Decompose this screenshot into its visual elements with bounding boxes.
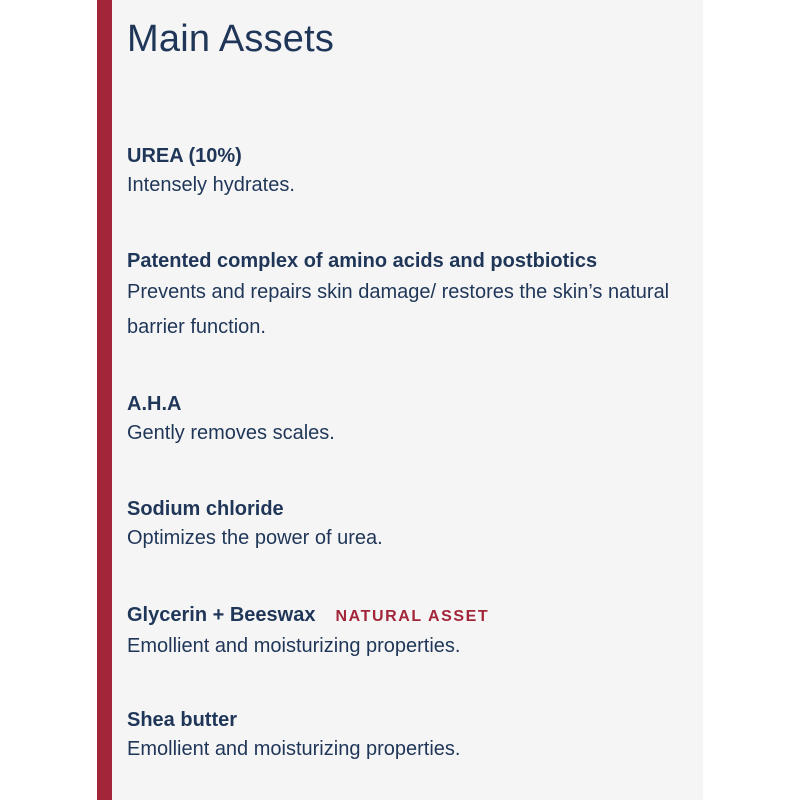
asset-name-row	[127, 392, 672, 416]
asset-name: Patented complex of amino acids and postbiotics	[127, 250, 598, 272]
asset-description: Prevents and repairs skin damage/ restores the skin’s natural barrier function.	[127, 281, 670, 338]
asset-name-row	[127, 603, 672, 629]
asset-name: A.H.A	[127, 393, 182, 415]
asset-description: Emollient and moisturizing properties.	[127, 635, 461, 657]
asset-name-row	[127, 144, 672, 168]
asset-description: Gently removes scales.	[127, 422, 335, 444]
asset-item	[127, 497, 672, 551]
asset-item	[127, 249, 672, 345]
natural-asset-badge: NATURAL ASSET	[335, 608, 490, 625]
asset-name: UREA (10%)	[127, 145, 242, 167]
asset-name-row	[127, 708, 672, 732]
asset-item	[127, 392, 672, 446]
asset-name-row	[127, 249, 672, 273]
page-title: Main Assets	[127, 18, 335, 60]
asset-name-row	[127, 497, 672, 521]
asset-description: Intensely hydrates.	[127, 174, 295, 196]
asset-item	[127, 144, 672, 198]
asset-description: Optimizes the power of urea.	[127, 527, 383, 549]
asset-description: Emollient and moisturizing properties.	[127, 738, 461, 760]
asset-name: Glycerin + Beeswax	[127, 604, 316, 626]
content-card	[97, 0, 703, 800]
asset-item	[127, 603, 672, 659]
asset-name: Sodium chloride	[127, 498, 284, 520]
asset-item	[127, 708, 672, 762]
accent-bar	[97, 0, 112, 800]
asset-name: Shea butter	[127, 709, 238, 731]
